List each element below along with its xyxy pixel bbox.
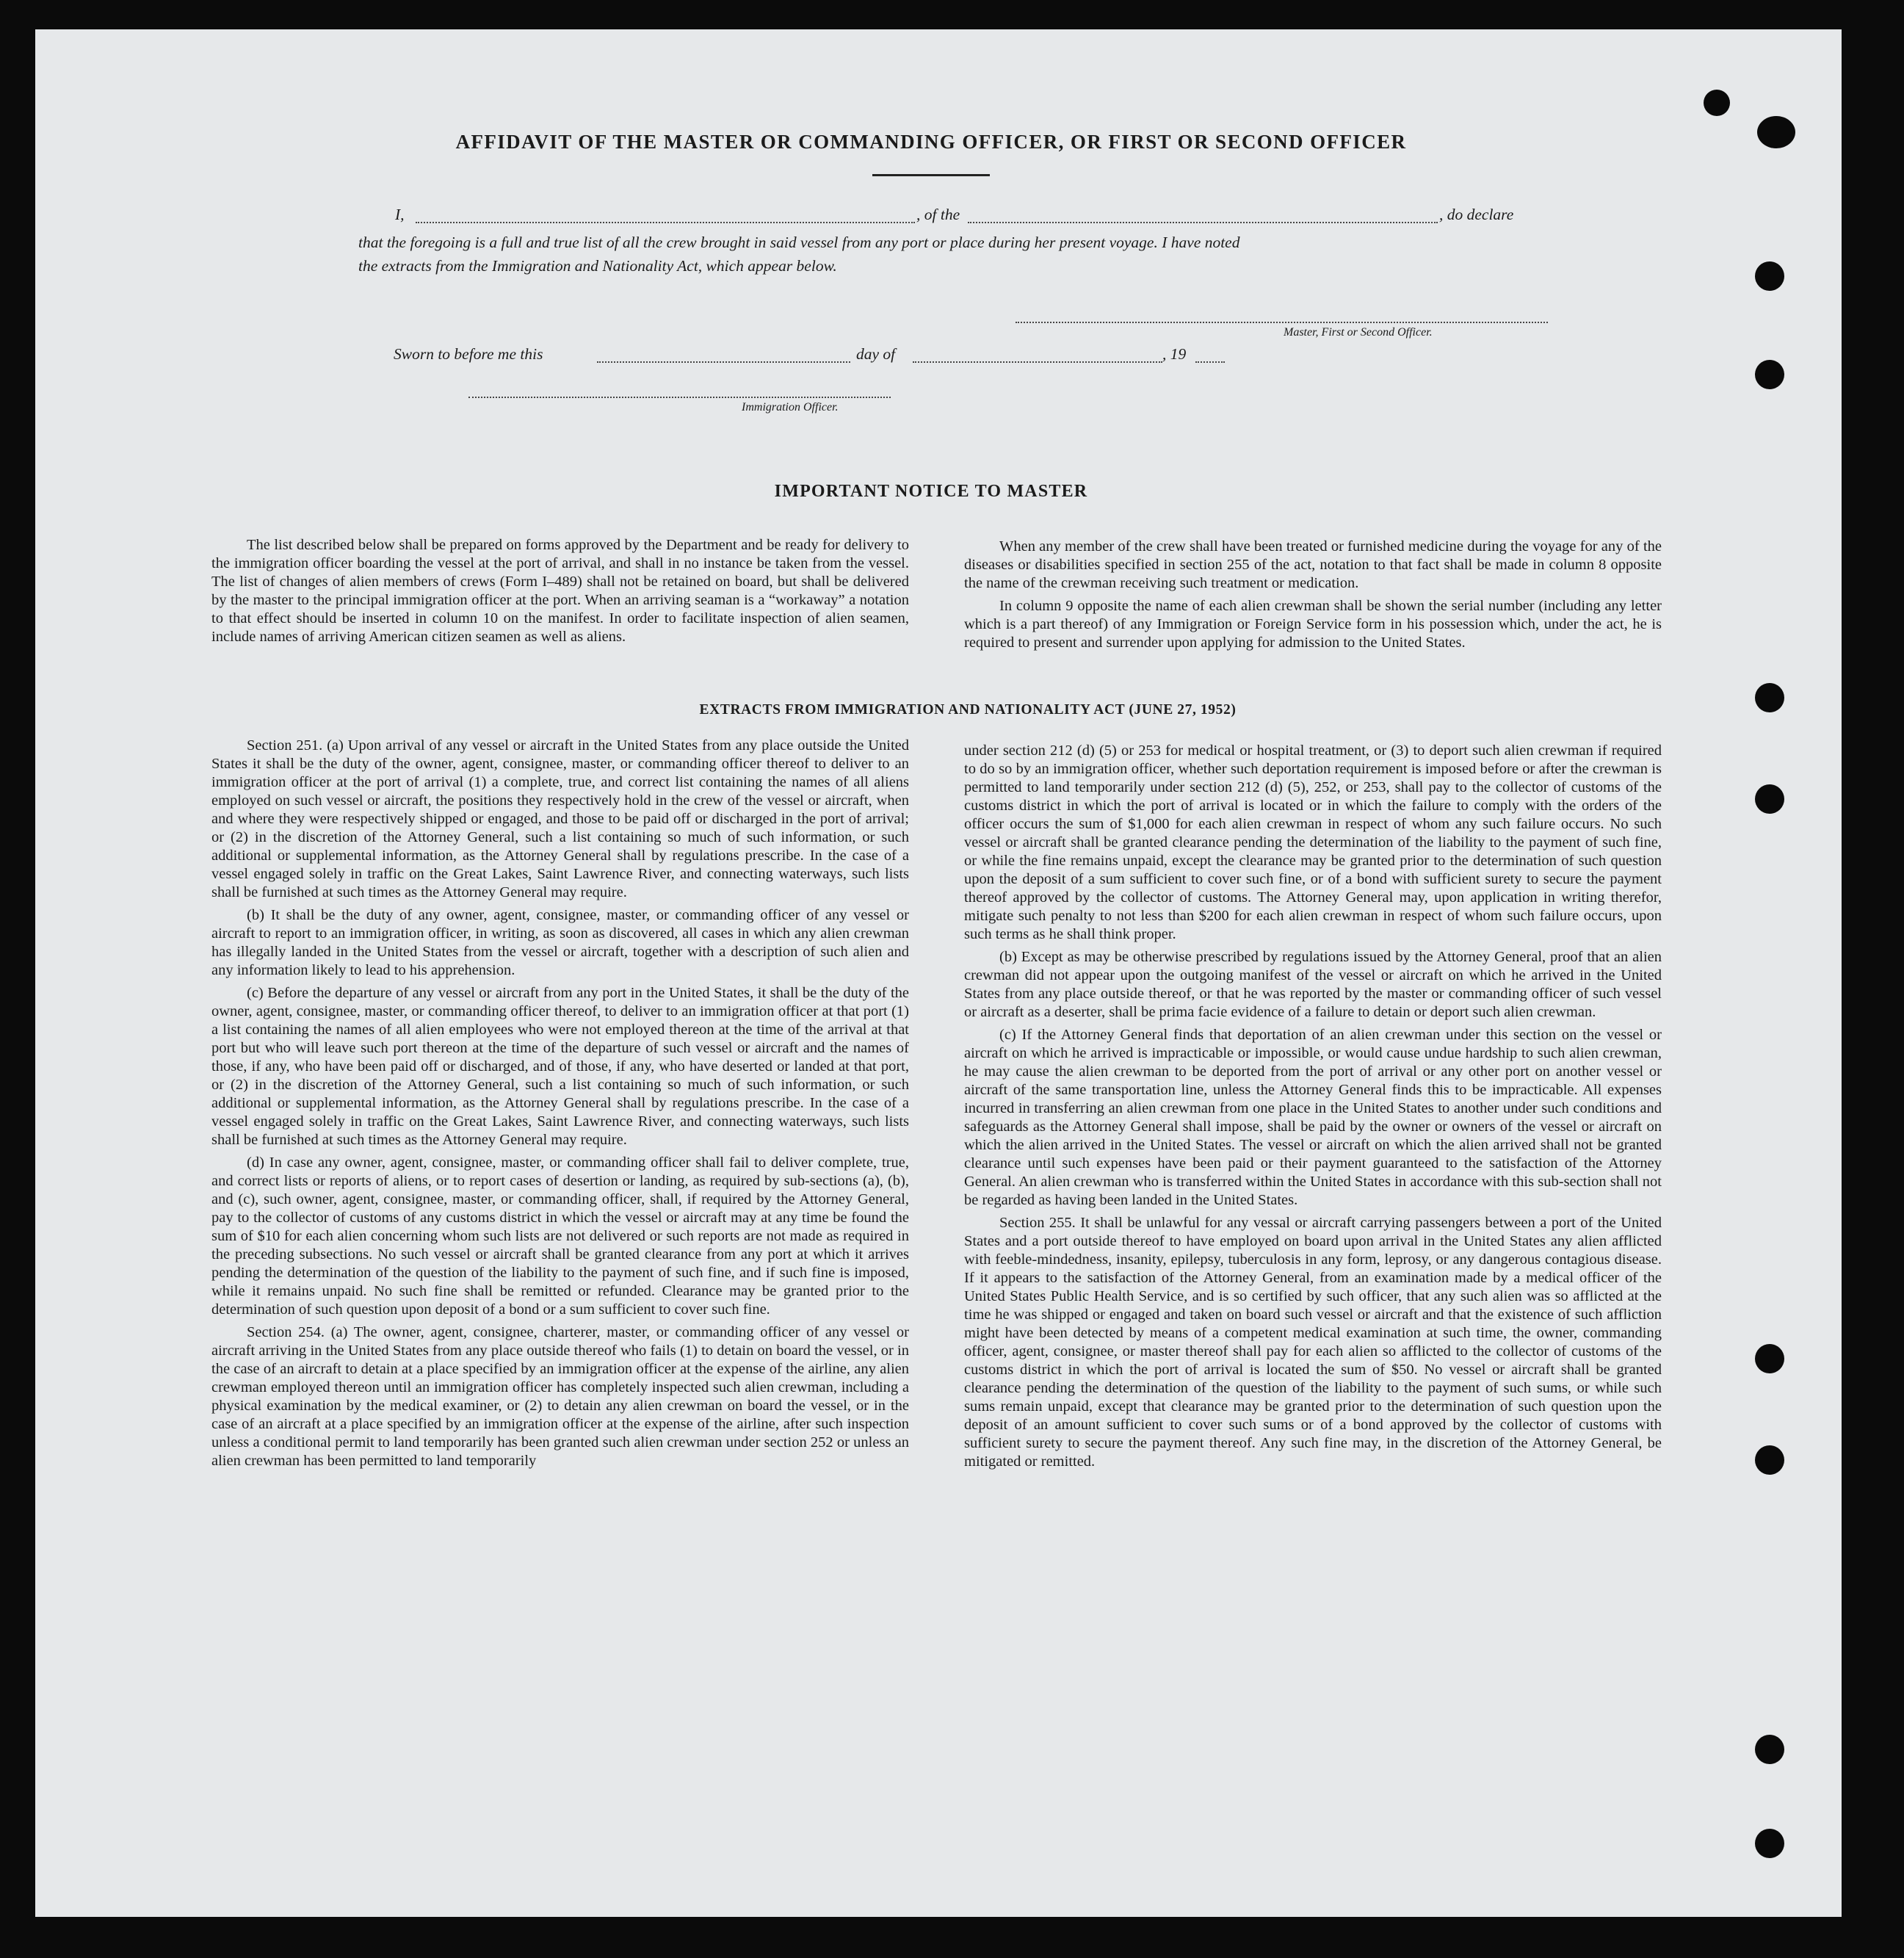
notice-paragraph: The list described below shall be prepared on forms approved by the Department and be ready for delivery to the immigration officer boarding the vessel at the port of arrival, and shall in no instance be taken from the vessel. The list of changes of alien members of crews (Form I–489) shall not be retained on board, but shall be delivered by the master to the principal immigration officer at the port. When an arriving seaman is a “workaway” a notation to that effect should be inserted in column 10 on the manifest. In order to facilitate inspection of alien seamen, include names of arriving American citizen seamen as well as aliens. — [211, 537, 909, 645]
notice-title: IMPORTANT NOTICE TO MASTER — [774, 482, 1088, 501]
sworn-day-field-line[interactable] — [597, 361, 850, 363]
binder-hole — [1755, 1445, 1784, 1475]
binder-hole — [1755, 1344, 1784, 1373]
section-254-a-continued: under section 212 (d) (5) or 253 for medical or hospital treatment, or (3) to deport such alien crewman if required to do so by an immigration officer, whether such deportation requirement is imposed before or after the crewman is permitted to land temporarily under section 212 (d) (5), 252, or 253, shall pay to the collector of customs of the customs district in which the port of arrival is located or in which the failure to comply with the orders of the officer occurs the sum of $1,000 for each alien crewman in respect of whom any such failure occurs. No such vessel or aircraft shall be granted clearance pending the determination of the liability to the payment of such fine, or while the fine remains unpaid, except the clearance may be granted prior to the determination of such question upon the deposit of a sum sufficient to cover such fine, or of a bond with sufficient surety to secure the payment thereof approved by the collector of customs. The Attorney General may, upon application in writing therefor, mitigate such penalty to not less than $200 for each alien crewman in respect of whom such failure occurs, upon such terms as he shall think proper. — [964, 743, 1662, 942]
section-251-d: (d) In case any owner, agent, consignee, master, or commanding officer shall fail to deliver complete, true, and correct lists or reports of aliens, or to report cases of desertion or landing, as required by sub-sections (a), (b), and (c), such owner, agent, consignee, master, or commanding officer, shall, if required by the Attorney General, pay to the collector of customs of any customs district in which the vessel or aircraft may at any time be found the sum of $10 for each alien concerning whom such lists are not delivered or such reports are not made as required in the preceding subsections. No such vessel or aircraft shall be granted clearance from any port at which it arrives pending the determination of the question of the liability to the payment of such fine, and if such fine is imposed, while it remains unpaid. No such fine shall be remitted or refunded. Clearance may be granted prior to the determination of such question upon deposit of a bond or a sum sufficient to cover such fine. — [211, 1155, 909, 1318]
i-label: I, — [395, 206, 405, 223]
notice-paragraph: In column 9 opposite the name of each alien crewman shall be shown the serial number (including any letter which is a part thereof) of any Immigration or Foreign Service form in his possession which, under the act, he is required to present and surrender upon applying for admission to the United States. — [964, 598, 1662, 651]
binder-hole — [1755, 1735, 1784, 1764]
vessel-field-line[interactable] — [968, 222, 1438, 223]
declaration-line-2: the extracts from the Immigration and Nationality Act, which appear below. — [358, 257, 837, 275]
notice-right-column — [964, 538, 1662, 657]
master-signature-line[interactable] — [1016, 322, 1548, 323]
affidavit-title: AFFIDAVIT OF THE MASTER OR COMMANDING OFFICER, OR FIRST OR SECOND OFFICER — [455, 131, 1407, 153]
notice-paragraph: When any member of the crew shall have been treated or furnished medicine during the voyage for any of the diseases or disabilities specified in section 255 of the act, notation to that fact shall be made in column 8 opposite the name of the crewman receiving such treatment or medication. — [964, 538, 1662, 591]
section-254-a: Section 254. (a) The owner, agent, consignee, charterer, master, or commanding officer of any vessel or aircraft arriving in the United States from any place outside thereof who fails (1) to detain on board the vessel, or in the case of an aircraft to detain at a place specified by an immigration officer at the expense of the airline, any alien crewman employed thereon until an immigration officer has completely inspected such alien crewman, including a physical examination by the medical examiner, or (2) to detain any alien crewman on board the vessel, or in the case of an aircraft at a place specified by an immigration officer at the expense of the airline, after such inspection unless a conditional permit to land temporarily has been granted such alien crewman under section 252 or unless an alien crewman has been permitted to land temporarily — [211, 1324, 909, 1469]
notice-left-column — [211, 536, 909, 651]
document-page — [35, 29, 1842, 1917]
ink-blot — [1704, 90, 1730, 116]
master-signature-label: Master, First or Second Officer. — [1284, 326, 1433, 339]
binder-hole — [1755, 360, 1784, 389]
binder-hole — [1755, 784, 1784, 814]
sworn-label: Sworn to before me this — [394, 345, 543, 363]
extracts-title: EXTRACTS FROM IMMIGRATION AND NATIONALITY ACT (JUNE 27, 1952) — [699, 702, 1237, 718]
section-251-c: (c) Before the departure of any vessel or aircraft from any port in the United States, it shall be the duty of the owner, agent, consignee, master, or commanding officer thereof, to deliver to an immigration officer at that port (1) a list containing the names of all alien employees who were not employed thereon at the time of the arrival at that port but who will leave such port thereon at the time of the departure of such vessel or aircraft and the names of those, if any, who have been paid off or discharged, and of those, if any, who have deserted or landed at that port, or (2) in the discretion of the Attorney General, such a list containing so much of such information, or such additional or supplemental information, as the Attorney General shall by regulations prescribe. In the case of a vessel engaged solely in traffic on the Great Lakes, Saint Lawrence River, and connecting waterways, such lists shall be furnished at such times as the Attorney General may require. — [211, 985, 909, 1148]
section-255: Section 255. It shall be unlawful for any vessal or aircraft carrying passengers between a port of the United States and a port outside thereof to have employed on board upon arrival in the United States any alien afflicted with feeble-mindedness, insanity, epilepsy, tuberculosis in any form, leprosy, or any dangerous contagious disease. If it appears to the satisfaction of the Attorney General, from an examination made by a medical officer of the United States Public Health Service, and is so certified by such officer, that any such alien was so afflicted at the time he was shipped or engaged and taken on board such vessel or aircraft and that the existence of such affliction might have been detected by means of a competent medical examination at such time, the owner, commanding officer, agent, consignee, or master thereof shall pay for each alien so afflicted to the collector of customs of the customs district in which the port of arrival is located the sum of $50. No vessel or aircraft shall be granted clearance pending the determination of the question of the liability to the payment of such sums, or while such sums remain unpaid, except that clearance may be granted prior to the determination of such question upon the deposit of an amount sufficient to cover such sums or of a bond approved by the collector of customs with sufficient surety to secure the payment thereof. Any such fine may, in the discretion of the Attorney General, be mitigated or remitted. — [964, 1215, 1662, 1470]
officer-signature-line[interactable] — [468, 397, 891, 398]
officer-signature-label: Immigration Officer. — [742, 401, 839, 413]
section-254-c: (c) If the Attorney General finds that deportation of an alien crewman under this section on the vessel or aircraft on which he arrived is impracticable or impossible, or would cause undue hardship to such alien crewman, he may cause the alien crewman to be deported from the port of arrival or any other port on another vessel or aircraft of the same transportation line, unless the Attorney General finds this to be impracticable. All expenses incurred in transferring an alien crewman from one place in the United States to another under such conditions and safeguards as the Attorney General shall impose, shall be paid by the owner or owners of the vessel or aircraft on which the alien arrived in the United States. The vessel or aircraft on which the alien arrived shall not be granted clearance until such expenses have been paid or their payment guaranteed to the satisfaction of the Attorney General. An alien crewman who is transferred within the United States in accordance with this sub-section shall not be regarded as having been landed in the United States. — [964, 1027, 1662, 1208]
of-the-label: , of the — [916, 206, 960, 223]
section-251-b: (b) It shall be the duty of any owner, agent, consignee, master, or commanding officer of any vessel or aircraft to report to an immigration officer, in writing, as soon as discovered, all cases in which any alien crewman has illegally landed in the United States from the vessel or aircraft, together with a description of such alien and any information likely to lead to his apprehension. — [211, 907, 909, 978]
binder-hole — [1755, 261, 1784, 291]
extracts-right-column — [964, 742, 1662, 1475]
binder-hole — [1755, 1829, 1784, 1858]
sworn-year-field-line[interactable] — [1195, 361, 1225, 363]
declaration-line-1: that the foregoing is a full and true list of all the crew brought in said vessel from any port or place during her present voyage. I have noted — [358, 234, 1240, 251]
year-label: , 19 — [1162, 345, 1187, 363]
day-of-label: day of — [856, 345, 896, 363]
section-254-b: (b) Except as may be otherwise prescribed by regulations issued by the Attorney General, proof that an alien crewman did not appear upon the outgoing manifest of the vessel or aircraft on which he arrived in the United States from any place outside thereof, or that he was reported by the master or commanding officer of such vessel or aircraft as a deserter, shall be prima facie evidence of a failure to detain or deport such alien crewman. — [964, 949, 1662, 1020]
section-251-a: Section 251. (a) Upon arrival of any vessel or aircraft in the United States from any place outside the United States it shall be the duty of the owner, agent, consignee, master, or commanding officer thereof to deliver to an immigration officer at the port of arrival (1) a complete, true, and correct list containing the names of all aliens employed on such vessel or aircraft, the positions they respectively hold in the crew of the vessel or aircraft, when and where they were respectively shipped or engaged, and those to be paid off or discharged in the port of arrival; or (2) in the discretion of the Attorney General, such a list containing so much of such information, or such additional or supplemental information, as the Attorney General shall by regulations prescribe. In the case of a vessel engaged solely in traffic on the Great Lakes, Saint Lawrence River, and connecting waterways, such lists shall be furnished at such times as the Attorney General may require. — [211, 737, 909, 900]
do-declare-label: , do declare — [1439, 206, 1514, 223]
sworn-month-field-line[interactable] — [913, 361, 1162, 363]
title-divider — [872, 174, 990, 176]
name-field-line[interactable] — [416, 222, 915, 223]
extracts-left-column — [211, 737, 909, 1475]
